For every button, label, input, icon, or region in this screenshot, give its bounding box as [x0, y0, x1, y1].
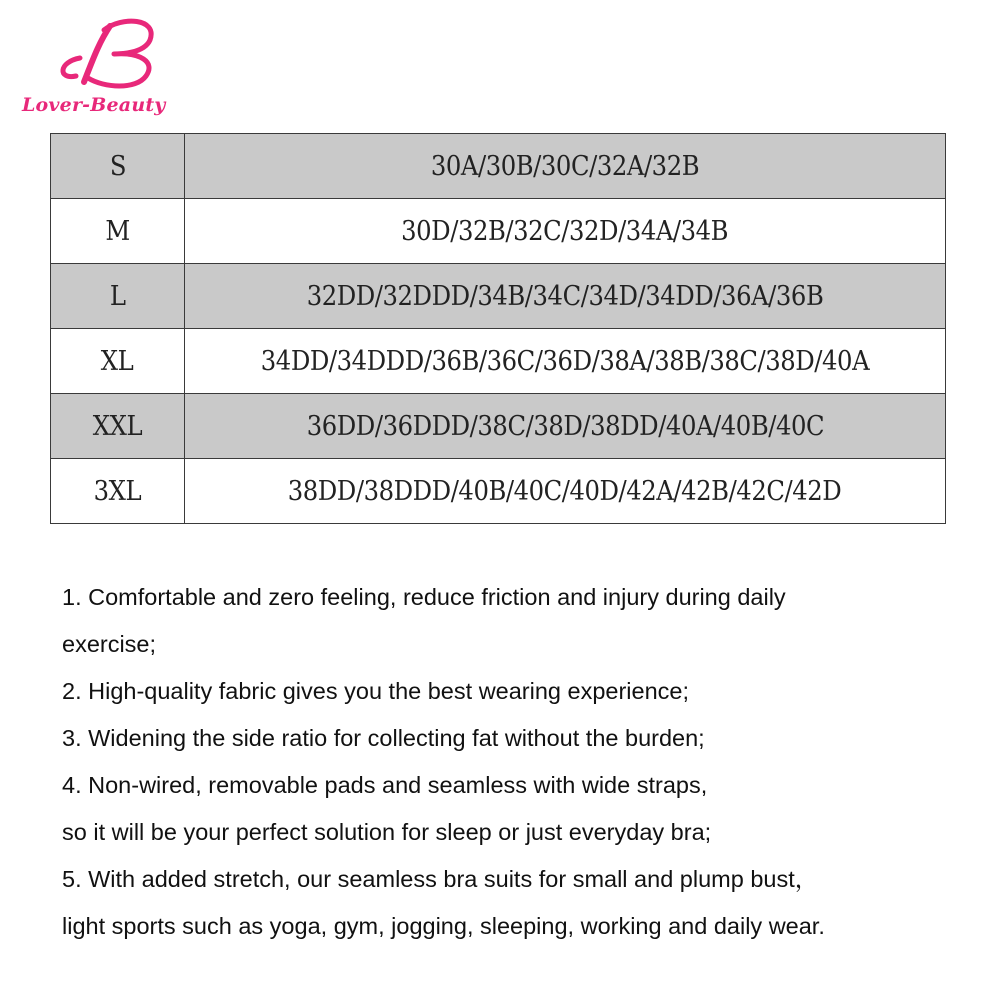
size-label-cell [51, 134, 185, 199]
feature-line: 5. With added stretch, our seamless bra suits for small and plump bust， [62, 866, 819, 892]
size-row [51, 329, 946, 394]
size-chart-table [50, 133, 946, 524]
feature-list [62, 574, 962, 950]
bra-sizes-cell [185, 459, 946, 524]
bra-sizes-text: 30D/32B/32C/32D/34A/34B [401, 215, 729, 247]
feature-line: light sports such as yoga, gym, jogging, sleeping, working and daily wear. [62, 913, 825, 939]
brand-logo [18, 14, 198, 114]
size-label-cell [51, 264, 185, 329]
bra-sizes-cell [185, 329, 946, 394]
size-label-cell [51, 329, 185, 394]
bra-sizes-text: 30A/30B/30C/32A/32B [430, 150, 700, 182]
size-row [51, 199, 946, 264]
bra-sizes-text: 38DD/38DDD/40B/40C/40D/42A/42B/42C/42D [288, 475, 842, 507]
bra-sizes-cell [185, 264, 946, 329]
size-label: 3XL [93, 475, 142, 507]
size-label: XL [101, 345, 134, 377]
size-label: S [109, 150, 126, 182]
bra-sizes-text: 32DD/32DDD/34B/34C/34D/34DD/36A/36B [306, 280, 824, 312]
feature-line: 1. Comfortable and zero feeling, reduce friction and injury during daily [62, 584, 786, 610]
feature-line: 4. Non-wired, removable pads and seamless with wide straps, [62, 772, 708, 798]
feature-line: 2. High-quality fabric gives you the best wearing experience; [62, 678, 690, 704]
brand-name: Lover-Beauty [22, 94, 166, 116]
bra-sizes-cell [185, 199, 946, 264]
size-label-cell [51, 394, 185, 459]
size-label-cell [51, 199, 185, 264]
feature-line: exercise; [62, 631, 157, 657]
bra-sizes-cell [185, 394, 946, 459]
size-row [51, 264, 946, 329]
brand-monogram-icon [18, 14, 198, 94]
size-row [51, 134, 946, 199]
feature-line: 3. Widening the side ratio for collecting fat without the burden; [62, 725, 705, 751]
size-label: M [105, 215, 130, 247]
size-label: L [109, 280, 126, 312]
bra-sizes-text: 34DD/34DDD/36B/36C/36D/38A/38B/38C/38D/40A [260, 345, 870, 377]
bra-sizes-cell [185, 134, 946, 199]
size-row [51, 459, 946, 524]
bra-sizes-text: 36DD/36DDD/38C/38D/38DD/40A/40B/40C [306, 410, 824, 442]
size-label-cell [51, 459, 185, 524]
size-row [51, 394, 946, 459]
size-label: XXL [92, 410, 143, 442]
feature-line: so it will be your perfect solution for sleep or just everyday bra; [62, 819, 712, 845]
